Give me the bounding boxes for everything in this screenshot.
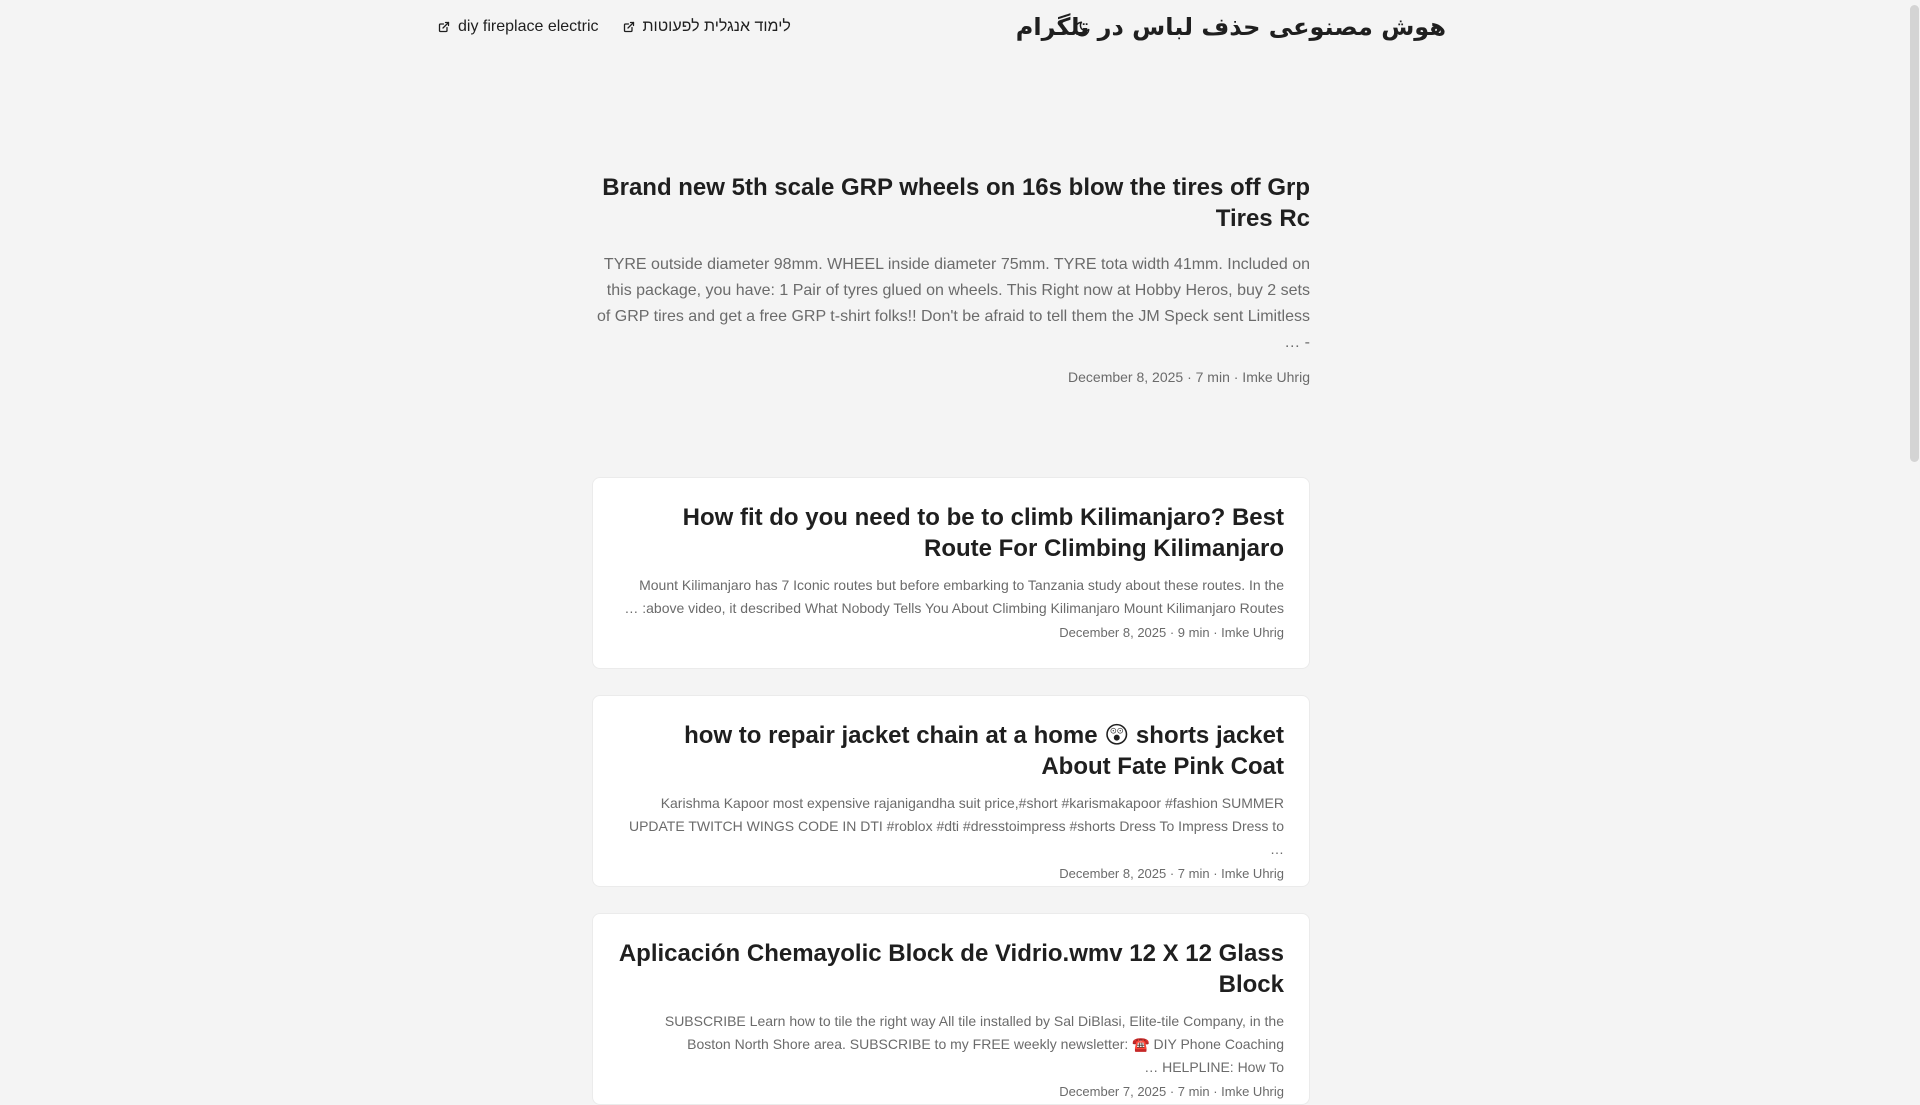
header-nav [438, 18, 791, 36]
post-title[interactable]: How fit do you need to be to climb Kilimanjaro? Best Route For Climbing Kilimanjaro [682, 504, 1284, 562]
scrollbar-thumb[interactable] [1910, 5, 1919, 462]
post-card[interactable] [592, 913, 1310, 1105]
post-summary: Karishma Kapoor most expensive rajanigandha suit price,#short #karismakapoor #fashion SUMMER UPDATE TWITCH WINGS CODE IN DTI #roblox #dti #dresstoimpress #shorts Dress To Impress Dress to … [628, 795, 1284, 857]
nav-link-english-toddlers[interactable] [623, 18, 791, 36]
post-meta: December 7, 2025 · 7 min · Imke Uhrig [1059, 1084, 1284, 1099]
post-title[interactable]: how to repair jacket chain at a home 😲 shorts jacket About Fate Pink Coat [684, 722, 1284, 780]
post-summary: Mount Kilimanjaro has 7 Iconic routes but before embarking to Tanzania study about these routes. In the above video, it described What Nobody Tells You About Climbing Kilimanjaro Mount Kilimanjaro Routes: … [624, 577, 1284, 616]
site-title[interactable]: هوش مصنوعی حذف لباس در تلگرام [1015, 13, 1446, 41]
post-card[interactable] [592, 477, 1310, 669]
featured-post[interactable] [592, 172, 1310, 385]
site-header [0, 0, 1904, 60]
theme-toggle-button[interactable] [1072, 19, 1092, 39]
nav-link-label: diy fireplace electric [458, 18, 599, 35]
page-scrollbar[interactable] [1904, 0, 1920, 1080]
post-summary: SUBSCRIBE Learn how to tile the right way All tile installed by Sal DiBlasi, Elite-tile Company, in the Boston North Shore area. SUBSCRIBE to my FREE weekly newsletter: ☎️ DIY Phone Coaching HELPLINE: How To … [664, 1013, 1284, 1075]
post-title[interactable]: Aplicación Chemayolic Block de Vidrio.wmv 12 X 12 Glass Block [618, 940, 1284, 998]
featured-post-meta: December 8, 2025 · 7 min · Imke Uhrig [1068, 369, 1310, 385]
nav-link-diy-fireplace[interactable] [438, 18, 599, 36]
post-meta: December 8, 2025 · 7 min · Imke Uhrig [1059, 866, 1284, 881]
nav-link-label: לימוד אנגלית לפעוטות [642, 18, 791, 35]
post-meta: December 8, 2025 · 9 min · Imke Uhrig [1059, 625, 1284, 640]
featured-post-summary: TYRE outside diameter 98mm. WHEEL inside diameter 75mm. TYRE tota width 41mm. Included on this package, you have: 1 Pair of tyres glued on wheels. This Right now at Hobby Heros, buy 2 sets of GRP tires and get a free GRP t-shirt folks!! Don't be afraid to tell them the JM Speck sent Limitless - … [597, 256, 1310, 351]
moon-icon [1073, 20, 1091, 38]
external-link-icon [623, 21, 635, 33]
external-link-icon [438, 21, 450, 33]
featured-post-title[interactable]: Brand new 5th scale GRP wheels on 16s blow the tires off Grp Tires Rc [602, 174, 1310, 232]
post-card[interactable] [592, 695, 1310, 887]
